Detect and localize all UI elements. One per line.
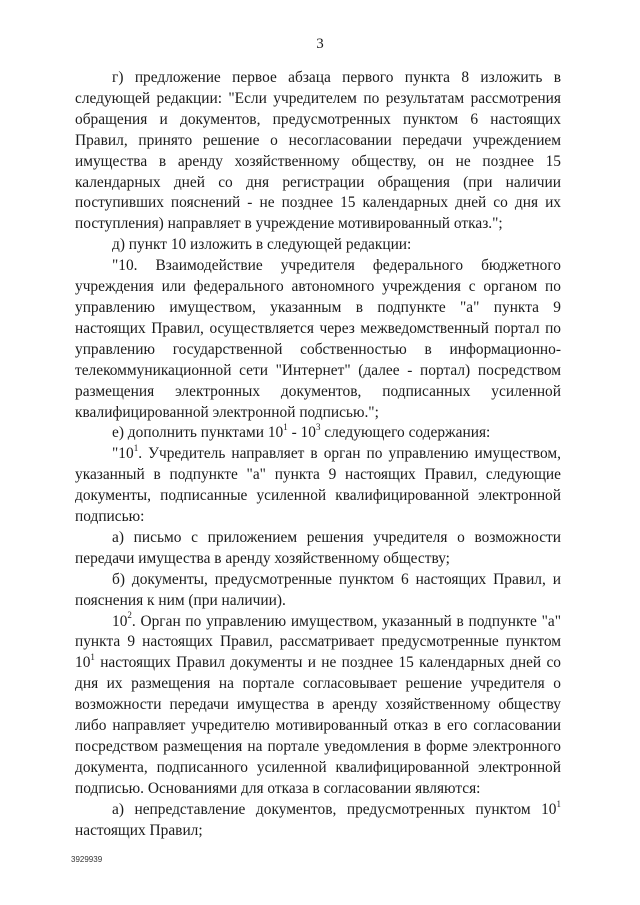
paragraph-amendment-d: д) пункт 10 изложить в следующей редакции: [112,236,412,254]
superscript: 1 [556,798,561,809]
superscript: 3 [315,422,321,433]
superscript: 2 [127,610,132,621]
paragraph-amendment-g: г) предложение первое абзаца первого пункта 8 изложить в следующей редакции: "Если учредителем по результатам рассмотрения обращения и документов, предусмотренных пунктом 6 настоящих Правил, принято решение о несогласовании передачи учреждением имущества в аренду хозяйственному обществу, он не позднее 15 календарных дней со дня регистрации обращения (при наличии поступивших пояснений - не позднее 15 календарных дней со дня их поступления) направляет в учреждение мотивированный отказ."; [75,69,561,233]
paragraph-point-10: "10. Взаимодействие учредителя федерального бюджетного учреждения или федерального автономного учреждения с органом по управлению имуществом, указанным в подпункте "а" пункта 9 настоящих Правил, осуществляется через межведомственный портал по управлению государственной собственностью в информационно-телекоммуникационной сети "Интернет" (далее - портал) посредством размещения электронных документов, подписанных усиленной квалифицированной электронной подписью."; [75,257,561,421]
paragraph-subpoint-a: а) письмо с приложением решения учредителя о возможности передачи имущества в аренду хозяйственному обществу; [75,528,561,567]
paragraph-point-10-2: $10^2$. Орган по управлению имуществом, указанный в подпункте "а" пункта 9 настоящих Правил, рассматривает предусмотренные пунктом $10^1$ настоящих Правил документы и не позднее 15 календарных дней со дня их размещения на портале согласовывает решение учредителя о возможности передачи имущества в аренду хозяйственному обществу либо направляет учредителю мотивированный отказ в его согласовании посредством размещения на портале уведомления в форме электронного документа, подписанного усиленной квалифицированной электронной подписью. Основаниями для отказа в согласовании являются: [75,610,561,797]
document-code: 3929939 [71,855,103,864]
paragraph-refusal-ground-a: а) непредставление документов, предусмотренных пунктом $10^1$ настоящих Правил; [75,798,561,839]
paragraph-subpoint-b: б) документы, предусмотренные пунктом 6 настоящих Правил, и пояснения к ним (при наличии). [75,570,561,609]
document-text [75,68,561,842]
paragraph-point-10-1: "$10^1$. Учредитель направляет в орган по управлению имуществом, указанный в подпункте "а" пункта 9 настоящих Правил, следующие документы, подписанные усиленной квалифицированной электронной подписью: [75,443,561,526]
superscript: 1 [283,422,288,433]
paragraph-amendment-e: е) дополнить пунктами $10^1 - 10^3$ следующего содержания: [112,422,491,442]
superscript: 1 [133,443,139,454]
superscript: 1 [90,652,95,663]
page-number: 3 [316,36,324,52]
